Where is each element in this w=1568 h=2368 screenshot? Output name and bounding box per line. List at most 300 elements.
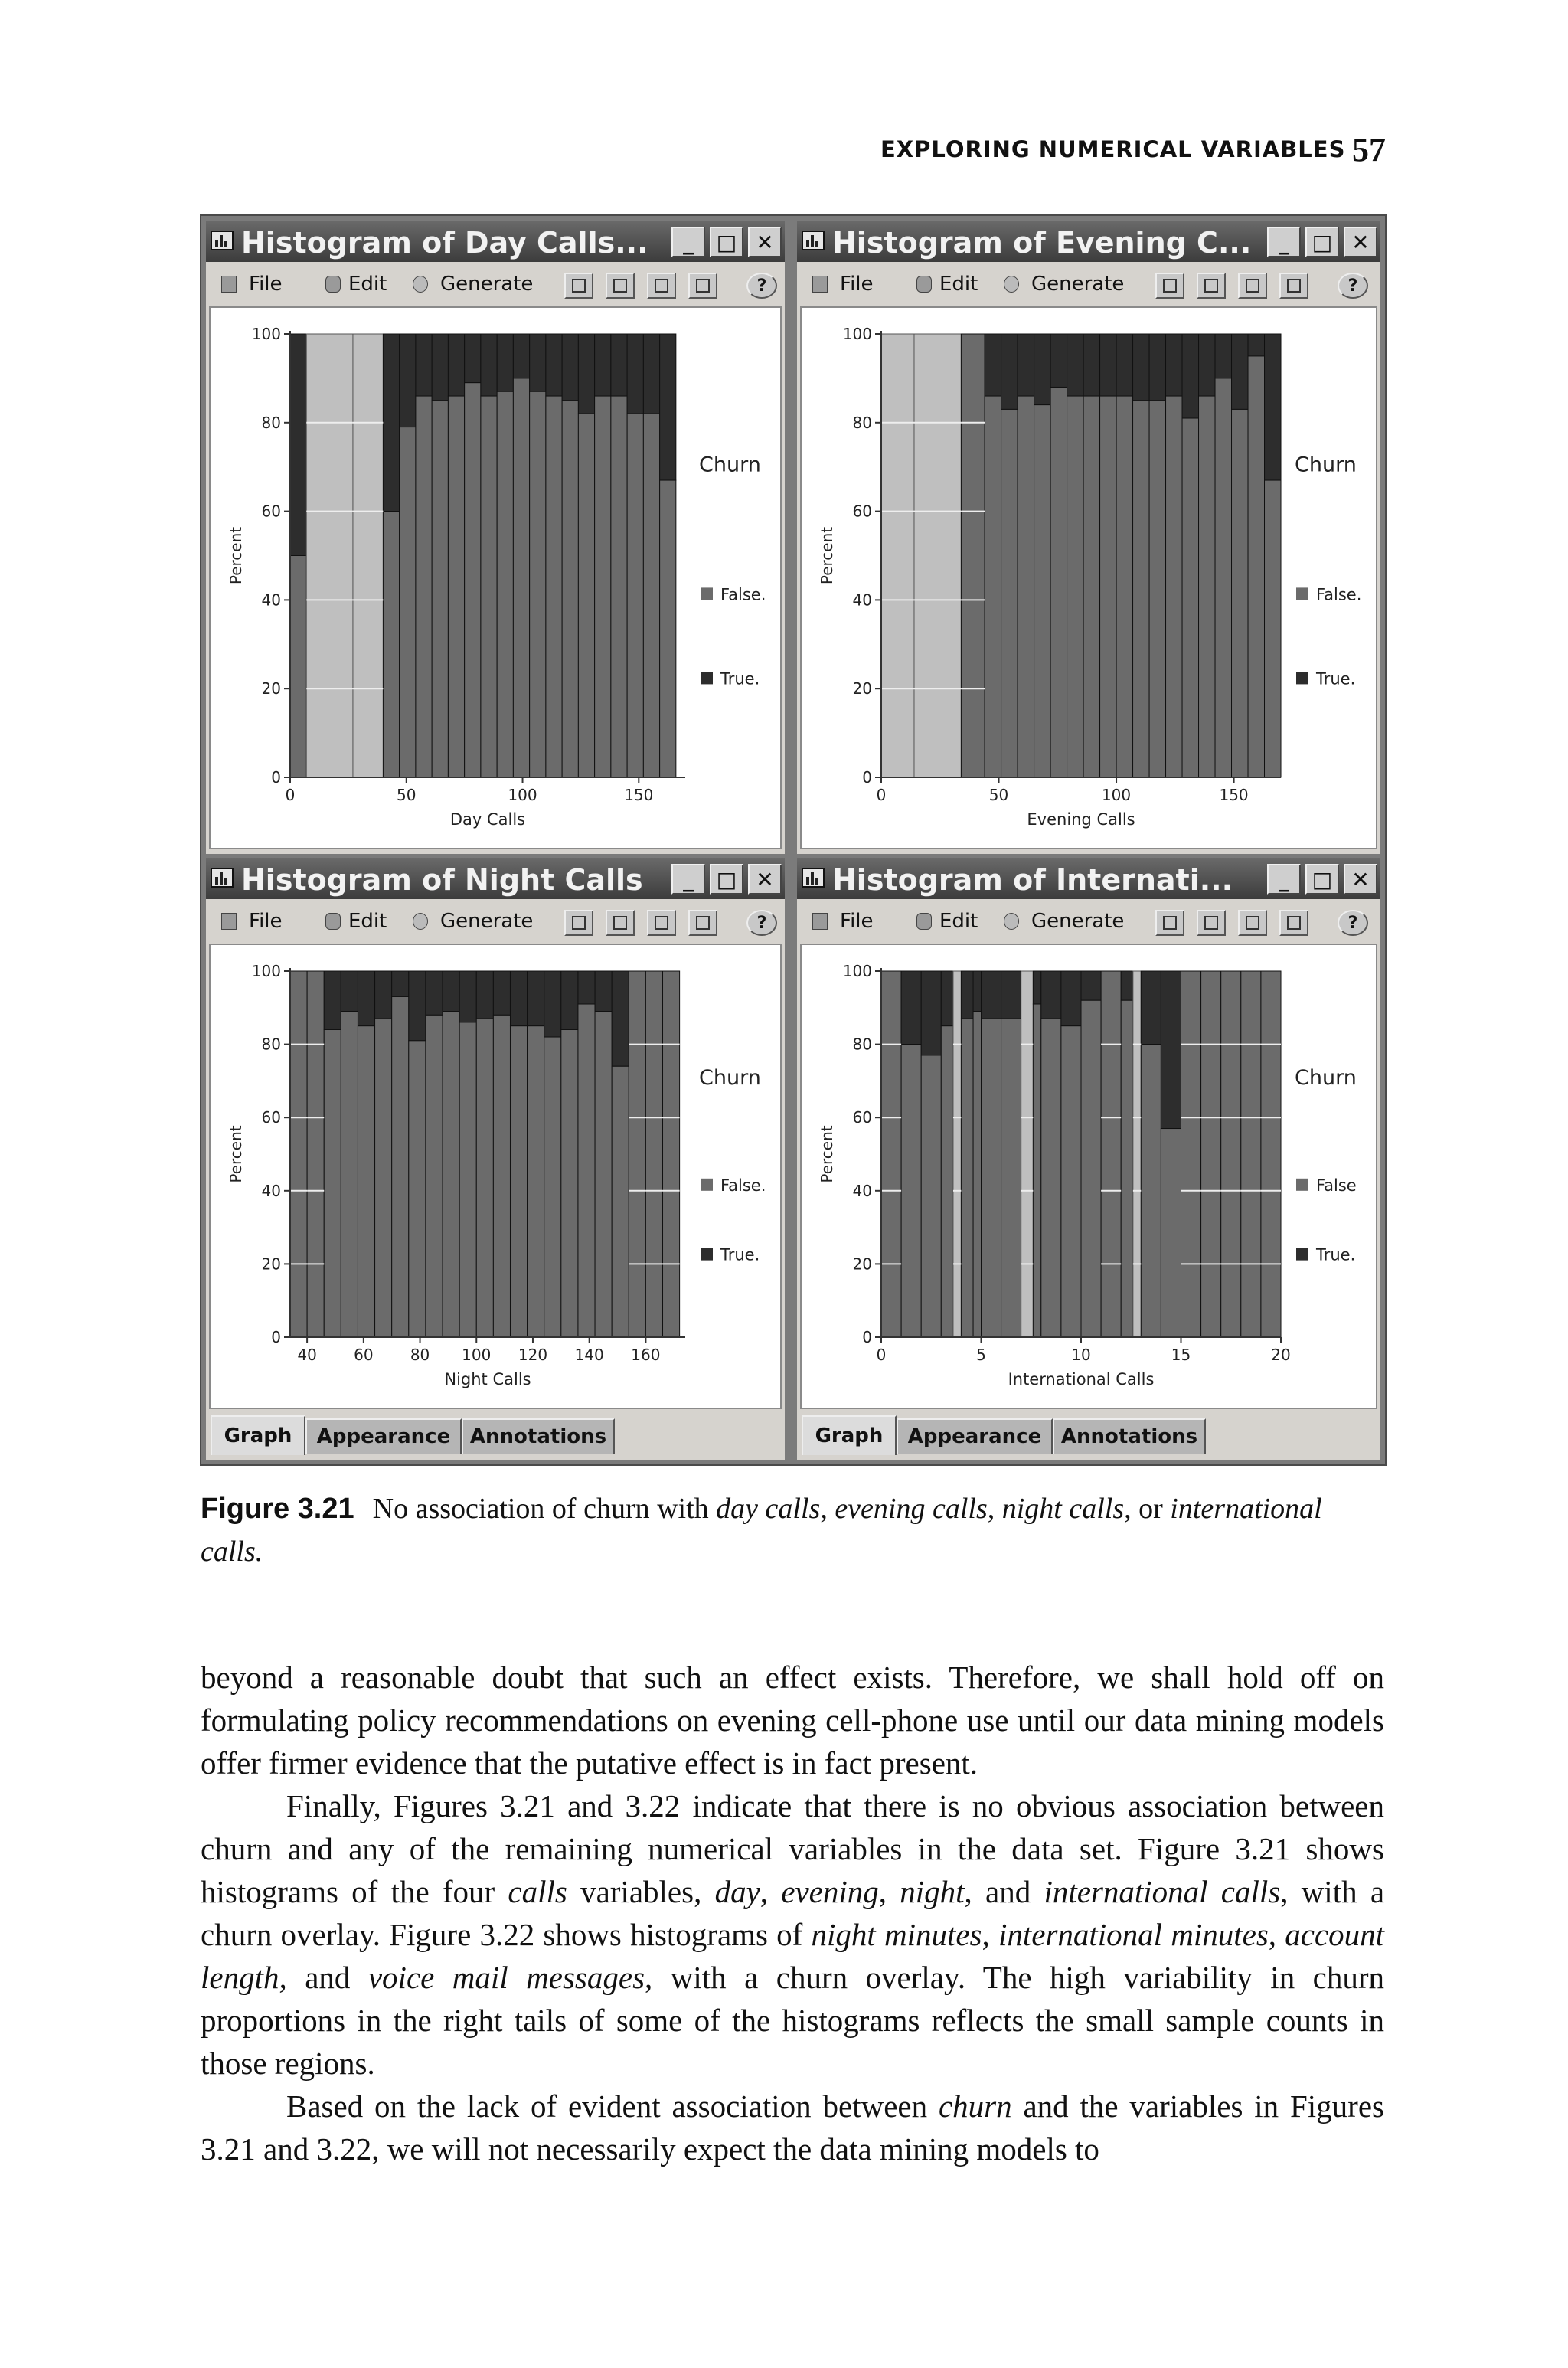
- tab-annotations[interactable]: Annotations: [462, 1418, 615, 1454]
- bar-false: [1001, 409, 1018, 777]
- bar-false: [400, 427, 416, 777]
- bar-false: [465, 383, 481, 777]
- bar-false: [1166, 396, 1182, 777]
- emphasized-term: international minutes: [998, 1917, 1269, 1952]
- help-button[interactable]: ?: [746, 273, 777, 299]
- bar-false: [510, 1026, 527, 1337]
- text-run: ,: [760, 1874, 782, 1909]
- bar-true: [1034, 334, 1050, 405]
- tab-annotations[interactable]: Annotations: [1053, 1418, 1206, 1454]
- tab-appearance[interactable]: Appearance: [897, 1418, 1053, 1454]
- emphasized-term: international calls: [1044, 1874, 1281, 1909]
- bar-false: [426, 1015, 443, 1337]
- bar-true: [392, 971, 409, 996]
- bar-false: [961, 334, 985, 777]
- menu-edit[interactable]: Edit: [939, 273, 978, 296]
- bar-false: [544, 1037, 561, 1337]
- chart-panel: [800, 306, 1377, 849]
- histogram-chart: [802, 945, 1376, 1408]
- edit-menu-icon: [916, 276, 932, 293]
- paragraph-3: [201, 2085, 1384, 2170]
- window-day-calls: [206, 221, 785, 854]
- x-axis-label: Day Calls: [449, 810, 526, 829]
- bar-true: [1232, 334, 1248, 409]
- bar-empty-bin: [953, 971, 961, 1337]
- bar-empty-bin: [914, 334, 961, 777]
- bar-true: [595, 971, 612, 1012]
- bar-true: [324, 971, 341, 1029]
- bar-true: [1182, 334, 1198, 418]
- bar-false: [562, 401, 578, 777]
- bar-true: [1001, 334, 1018, 409]
- legend-label-false: False: [1316, 1176, 1357, 1195]
- bar-true: [941, 971, 953, 1026]
- window-international-calls: [797, 858, 1380, 1460]
- generate-menu-icon: [1004, 276, 1019, 293]
- bar-false: [1248, 356, 1264, 777]
- menu-bar: [206, 901, 785, 940]
- bar-true: [660, 334, 676, 480]
- print-icon[interactable]: [1238, 273, 1267, 299]
- legend-label-false: False.: [720, 1176, 766, 1195]
- legend-title: Churn: [699, 453, 761, 477]
- bar-true: [643, 334, 659, 414]
- copy-icon[interactable]: [1155, 273, 1184, 299]
- legend-label-true: True.: [720, 1245, 760, 1264]
- y-axis-label: Percent: [818, 526, 836, 585]
- bar-false: [985, 396, 1001, 777]
- bar-true: [530, 334, 546, 391]
- bar-false: [307, 971, 324, 1337]
- bar-true: [1083, 334, 1099, 396]
- bar-false: [1101, 971, 1121, 1337]
- bar-true: [961, 971, 973, 1019]
- legend-label-true: True.: [720, 669, 760, 688]
- legend-swatch-false: [1296, 587, 1308, 600]
- x-tick-label: 100: [508, 786, 537, 804]
- caption-term: evening calls: [835, 1493, 988, 1525]
- running-title: EXPLORING NUMERICAL VARIABLES: [880, 136, 1346, 162]
- bar-true: [1061, 971, 1081, 1026]
- x-tick-label: 120: [518, 1346, 548, 1364]
- window-night-calls: [206, 858, 785, 1460]
- bar-true: [448, 334, 464, 396]
- bar-true: [561, 971, 578, 1029]
- print-icon[interactable]: [1238, 910, 1267, 936]
- bar-false: [1241, 971, 1261, 1337]
- x-tick-label: 20: [1271, 1346, 1291, 1364]
- bar-false: [1141, 1045, 1161, 1337]
- bar-false: [1133, 401, 1149, 777]
- y-tick-label: 0: [271, 1328, 281, 1346]
- bar-true: [341, 971, 358, 1012]
- file-menu-icon: [221, 913, 237, 930]
- x-tick-label: 100: [462, 1346, 492, 1364]
- bar-true: [562, 334, 578, 401]
- bar-true: [611, 334, 627, 396]
- caption-text: ,: [987, 1493, 1002, 1525]
- text-run: Finally, Figures 3.21 and 3.22 indicate that there is no obvious association between churn and any of the remaining numerical variables in the data set. Figure 3.21 shows histograms of the four: [201, 1788, 1384, 1909]
- text-run: ,: [878, 1874, 900, 1909]
- export-icon[interactable]: [688, 273, 717, 299]
- generate-menu-icon: [1004, 913, 1019, 930]
- text-run: Based on the lack of evident association between: [286, 2088, 939, 2124]
- legend-swatch-true: [701, 672, 713, 684]
- file-menu-icon: [812, 913, 828, 930]
- figure-label: Figure 3.21: [201, 1493, 354, 1525]
- y-tick-label: 20: [852, 1254, 872, 1274]
- close-button[interactable]: ✕: [748, 864, 782, 895]
- bar-true: [985, 334, 1001, 396]
- export-icon[interactable]: [688, 910, 717, 936]
- bar-false: [643, 414, 659, 777]
- bar-false: [578, 414, 594, 777]
- window-evening-calls: [797, 221, 1380, 854]
- menu-generate[interactable]: Generate: [440, 910, 534, 933]
- bar-false: [1161, 1129, 1181, 1337]
- bar-true: [1033, 971, 1040, 1004]
- bar-true: [375, 971, 392, 1019]
- caption-term: night calls: [1001, 1493, 1125, 1525]
- y-tick-label: 0: [862, 768, 872, 787]
- menu-edit[interactable]: Edit: [939, 910, 978, 933]
- bar-true: [1133, 334, 1149, 401]
- histogram-chart: [211, 308, 780, 848]
- bar-false: [1050, 387, 1067, 777]
- text-run: and the variables in Figures 3.21 and 3.22, we will not necessarily expect the data mining models to: [201, 2088, 1384, 2167]
- bar-false: [497, 391, 513, 777]
- bar-true: [901, 971, 921, 1045]
- bar-false: [1199, 396, 1215, 777]
- bar-false: [493, 1015, 510, 1337]
- emphasized-term: night minutes: [811, 1917, 982, 1952]
- bar-empty-bin: [1133, 971, 1141, 1337]
- caption-text: ,: [820, 1493, 835, 1525]
- legend-label-true: True.: [1316, 1245, 1356, 1264]
- bar-false: [627, 414, 643, 777]
- text-run: , and: [964, 1874, 1044, 1909]
- maximize-button[interactable]: □: [1305, 227, 1339, 257]
- bar-false: [416, 396, 432, 777]
- legend-swatch-false: [701, 1179, 713, 1191]
- bar-empty-bin: [306, 334, 353, 777]
- x-tick-label: 150: [624, 786, 654, 804]
- bar-false: [392, 996, 409, 1337]
- bar-true: [627, 334, 643, 414]
- y-tick-label: 80: [852, 413, 872, 432]
- bar-true: [409, 971, 426, 1041]
- menu-generate[interactable]: Generate: [440, 273, 534, 296]
- window-title: Histogram of Day Calls...: [241, 226, 648, 260]
- y-axis-label: Percent: [227, 1125, 245, 1183]
- bar-true: [1215, 334, 1231, 378]
- bar-false: [1121, 1000, 1133, 1337]
- y-tick-label: 80: [261, 1035, 281, 1054]
- x-tick-label: 5: [976, 1346, 986, 1364]
- bar-false: [290, 556, 306, 778]
- chart-app-icon: [802, 231, 825, 250]
- bar-false: [1083, 396, 1099, 777]
- print-icon[interactable]: [647, 910, 676, 936]
- emphasized-term: evening: [781, 1874, 879, 1909]
- generate-menu-icon: [413, 913, 428, 930]
- bar-true: [383, 334, 399, 512]
- bar-true: [1199, 334, 1215, 396]
- bar-true: [465, 334, 481, 383]
- bar-true: [1248, 334, 1264, 356]
- bar-false: [1261, 971, 1281, 1337]
- bar-false: [432, 401, 448, 777]
- bar-false: [528, 1026, 544, 1337]
- bar-false: [982, 1019, 1001, 1337]
- copy-data-icon[interactable]: [606, 273, 635, 299]
- menu-edit[interactable]: Edit: [348, 910, 387, 933]
- bar-true: [416, 334, 432, 396]
- bar-true: [1121, 971, 1133, 1000]
- chart-app-icon: [802, 868, 825, 888]
- running-head: [880, 130, 1386, 176]
- legend-title: Churn: [1295, 453, 1357, 477]
- bar-true: [510, 971, 527, 1026]
- export-icon[interactable]: [1279, 273, 1308, 299]
- bar-false: [663, 971, 680, 1337]
- print-icon[interactable]: [647, 273, 676, 299]
- menu-generate[interactable]: Generate: [1031, 910, 1125, 933]
- bar-false: [1149, 401, 1165, 777]
- bar-true: [290, 334, 306, 556]
- figure-caption: [201, 1487, 1384, 1573]
- y-tick-label: 80: [261, 413, 281, 432]
- bar-false: [1033, 1004, 1040, 1337]
- edit-menu-icon: [916, 913, 932, 930]
- copy-icon[interactable]: [564, 910, 593, 936]
- copy-data-icon[interactable]: [1197, 910, 1226, 936]
- bar-true: [1067, 334, 1083, 396]
- y-axis-label: Percent: [818, 1125, 836, 1183]
- bar-false: [1061, 1026, 1081, 1337]
- menu-generate[interactable]: Generate: [1031, 273, 1125, 296]
- help-button[interactable]: ?: [1338, 273, 1368, 299]
- bar-true: [481, 334, 497, 396]
- edit-menu-icon: [325, 913, 341, 930]
- x-tick-label: 40: [297, 1346, 317, 1364]
- close-button[interactable]: ✕: [1344, 227, 1377, 257]
- bar-false: [1116, 396, 1132, 777]
- bar-true: [493, 971, 510, 1015]
- bar-false: [1265, 480, 1281, 777]
- x-tick-label: 100: [1101, 786, 1132, 804]
- text-run: and: [286, 1960, 368, 1995]
- copy-icon[interactable]: [564, 273, 593, 299]
- y-tick-label: 40: [852, 590, 872, 610]
- help-button[interactable]: ?: [1338, 910, 1368, 936]
- x-tick-label: 0: [876, 786, 887, 804]
- bar-false: [961, 1019, 973, 1337]
- copy-data-icon[interactable]: [606, 910, 635, 936]
- bar-true: [973, 971, 981, 1012]
- bar-false: [595, 396, 611, 777]
- text-run: variables,: [567, 1874, 715, 1909]
- menu-file[interactable]: File: [840, 273, 874, 296]
- bar-false: [1232, 409, 1248, 777]
- bar-false: [578, 1004, 595, 1337]
- menu-bar: [797, 901, 1380, 940]
- x-axis-label: International Calls: [1008, 1370, 1155, 1388]
- bar-true: [1141, 971, 1161, 1045]
- y-tick-label: 80: [852, 1035, 872, 1054]
- legend-swatch-false: [1296, 1179, 1308, 1191]
- bar-false: [612, 1066, 629, 1337]
- histogram-chart: [802, 308, 1376, 848]
- bar-true: [432, 334, 448, 401]
- y-tick-label: 0: [271, 768, 281, 787]
- legend-label-true: True.: [1316, 669, 1356, 688]
- bar-false: [901, 1045, 921, 1337]
- bar-false: [1181, 971, 1201, 1337]
- maximize-button[interactable]: □: [1305, 864, 1339, 895]
- copy-icon[interactable]: [1155, 910, 1184, 936]
- bar-false: [546, 396, 562, 777]
- emphasized-term: voice mail messages: [368, 1960, 645, 1995]
- y-tick-label: 60: [852, 1108, 872, 1127]
- menu-file[interactable]: File: [249, 910, 283, 933]
- bar-true: [1265, 334, 1281, 480]
- bar-true: [528, 971, 544, 1026]
- menu-bar: [206, 263, 785, 303]
- legend-swatch-true: [1296, 1248, 1308, 1261]
- bar-true: [595, 334, 611, 396]
- legend-label-false: False.: [1316, 585, 1362, 604]
- menu-file[interactable]: File: [840, 910, 874, 933]
- y-tick-label: 40: [261, 1181, 281, 1200]
- help-button[interactable]: ?: [746, 910, 777, 936]
- bar-false: [1215, 378, 1231, 777]
- bar-empty-bin: [881, 334, 914, 777]
- bar-false: [1201, 971, 1221, 1337]
- chart-panel: [800, 944, 1377, 1409]
- file-menu-icon: [221, 276, 237, 293]
- chart-app-icon: [211, 868, 234, 888]
- y-tick-label: 0: [862, 1328, 872, 1346]
- copy-data-icon[interactable]: [1197, 273, 1226, 299]
- y-tick-label: 60: [261, 1108, 281, 1127]
- x-tick-label: 150: [1219, 786, 1249, 804]
- tab-bar: [797, 1414, 1380, 1457]
- y-tick-label: 60: [852, 502, 872, 521]
- chart-panel: [209, 306, 782, 849]
- legend-title: Churn: [699, 1066, 761, 1091]
- paragraph-1: beyond a reasonable doubt that such an effect exists. Therefore, we shall hold off on formulating policy recommendations on evening cell-phone use until our data mining models offer firmer evidence that the putative effect is in fact present.: [201, 1660, 1384, 1781]
- bar-false: [660, 480, 676, 777]
- y-tick-label: 60: [261, 502, 281, 521]
- y-tick-label: 20: [261, 679, 281, 698]
- bar-true: [443, 971, 459, 1012]
- maximize-button[interactable]: □: [710, 227, 743, 257]
- x-axis-label: Night Calls: [444, 1370, 531, 1388]
- minimize-button[interactable]: _: [1267, 227, 1301, 257]
- y-tick-label: 100: [842, 325, 872, 343]
- menu-bar: [797, 263, 1380, 303]
- bar-false: [513, 378, 529, 777]
- bar-empty-bin: [1021, 971, 1034, 1337]
- tab-bar: [206, 1414, 785, 1457]
- menu-file[interactable]: File: [249, 273, 283, 296]
- y-tick-label: 20: [852, 679, 872, 698]
- bar-true: [400, 334, 416, 427]
- bar-true: [476, 971, 493, 1019]
- tab-graph[interactable]: Graph: [802, 1415, 897, 1455]
- title-bar: [206, 858, 785, 899]
- bar-false: [941, 1026, 953, 1337]
- bar-true: [358, 971, 374, 1026]
- y-tick-label: 20: [261, 1254, 281, 1274]
- close-button[interactable]: ✕: [1344, 864, 1377, 895]
- emphasized-term: day: [714, 1874, 760, 1909]
- bar-false: [1041, 1019, 1061, 1337]
- bar-false: [324, 1029, 341, 1337]
- tab-appearance[interactable]: Appearance: [305, 1418, 462, 1454]
- bar-false: [1067, 396, 1083, 777]
- bar-false: [1081, 1000, 1101, 1337]
- bar-true: [921, 971, 941, 1055]
- bar-false: [448, 396, 464, 777]
- x-tick-label: 50: [988, 786, 1009, 804]
- legend-swatch-true: [701, 1248, 713, 1261]
- close-button[interactable]: ✕: [748, 227, 782, 257]
- bar-false: [481, 396, 497, 777]
- bar-true: [1116, 334, 1132, 396]
- bar-true: [1149, 334, 1165, 401]
- text-run: ,: [982, 1917, 998, 1952]
- minimize-button[interactable]: _: [671, 864, 705, 895]
- emphasized-term: account length,: [201, 1917, 1385, 1995]
- x-tick-label: 0: [876, 1346, 887, 1364]
- bar-false: [1182, 418, 1198, 777]
- bar-false: [443, 1012, 459, 1337]
- emphasized-term: night: [900, 1874, 965, 1909]
- legend-label-false: False.: [720, 585, 766, 604]
- edit-menu-icon: [325, 276, 341, 293]
- emphasized-term: calls: [508, 1874, 567, 1909]
- bar-true: [1161, 971, 1181, 1129]
- emphasized-term: churn: [938, 2088, 1012, 2124]
- tab-graph[interactable]: Graph: [211, 1415, 305, 1455]
- bar-false: [921, 1055, 941, 1337]
- text-run: ,: [1268, 1917, 1285, 1952]
- bar-false: [1001, 1019, 1021, 1337]
- maximize-button[interactable]: □: [710, 864, 743, 895]
- bar-true: [1041, 971, 1061, 1019]
- bar-false: [409, 1041, 426, 1337]
- bar-false: [561, 1029, 578, 1337]
- bar-true: [497, 334, 513, 391]
- menu-edit[interactable]: Edit: [348, 273, 387, 296]
- caption-term: day calls: [716, 1493, 821, 1525]
- y-tick-label: 100: [842, 962, 872, 980]
- export-icon[interactable]: [1279, 910, 1308, 936]
- bar-true: [578, 334, 594, 414]
- bar-true: [1100, 334, 1116, 396]
- chart-app-icon: [211, 231, 234, 250]
- legend-swatch-false: [701, 587, 713, 600]
- file-menu-icon: [812, 276, 828, 293]
- minimize-button[interactable]: _: [671, 227, 705, 257]
- minimize-button[interactable]: _: [1267, 864, 1301, 895]
- bar-false: [1018, 396, 1034, 777]
- bar-false: [459, 1022, 476, 1337]
- bar-false: [645, 971, 662, 1337]
- bar-empty-bin: [353, 334, 383, 777]
